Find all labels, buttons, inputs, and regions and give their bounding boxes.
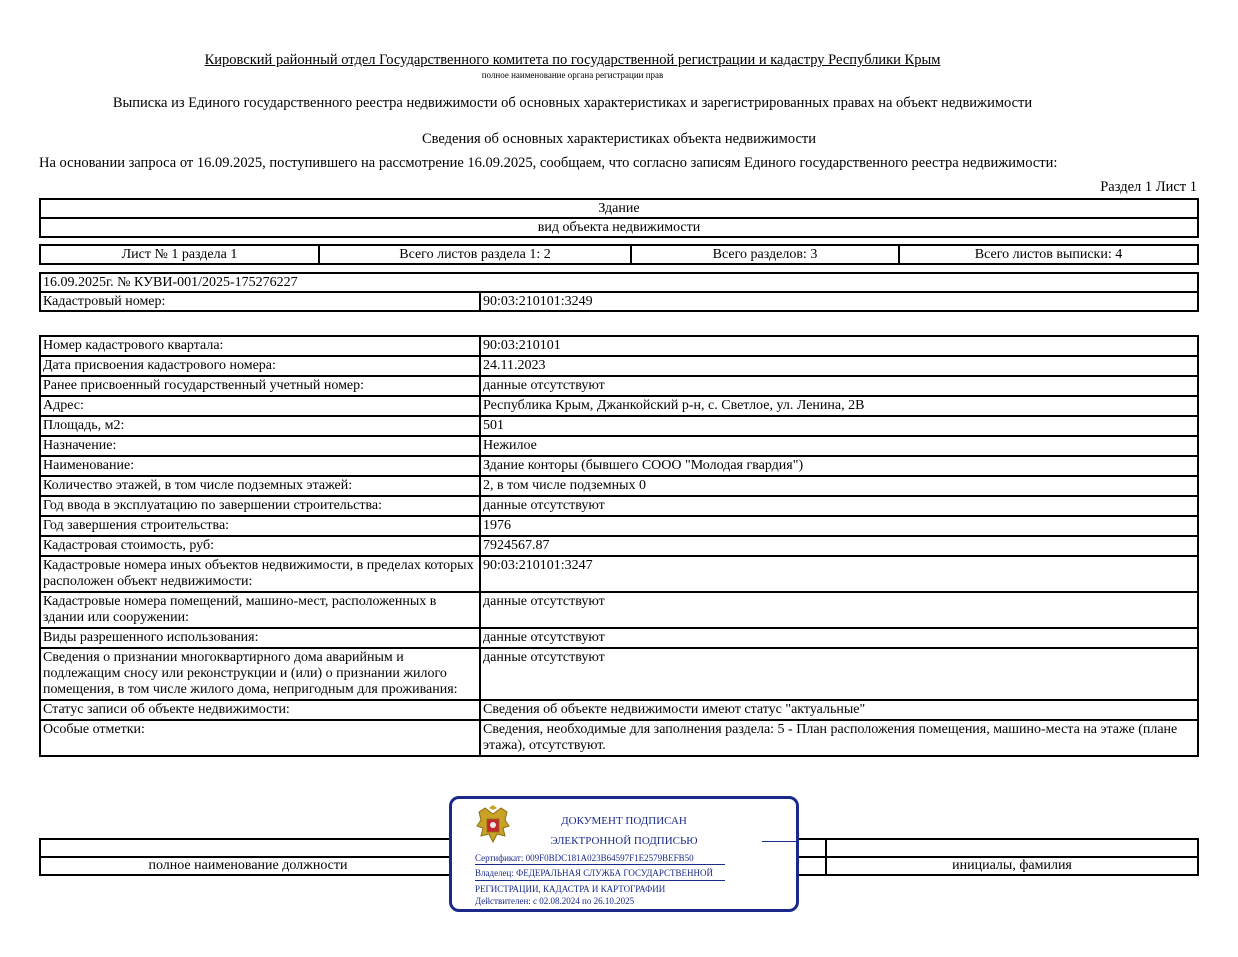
table-row xyxy=(40,536,1198,556)
position-caption: полное наименование должности xyxy=(40,857,456,875)
row-label: Площадь, м2: xyxy=(40,416,480,436)
stamp-title-line2: ЭЛЕКТРОННОЙ ПОДПИСЬЮ xyxy=(550,835,698,847)
table-row xyxy=(40,456,1198,476)
cadastral-number-label: Кадастровый номер: xyxy=(40,292,480,311)
row-value: 2, в том числе подземных 0 xyxy=(480,476,1198,496)
table-row xyxy=(40,436,1198,456)
name-caption: инициалы, фамилия xyxy=(826,857,1198,875)
request-date-number: 16.09.2025г. № КУВИ-001/2025-175276227 xyxy=(40,273,1198,292)
table-row xyxy=(40,592,1198,628)
table-row xyxy=(40,336,1198,356)
total-sections: Всего разделов: 3 xyxy=(631,245,899,264)
table-row xyxy=(40,396,1198,416)
row-label: Ранее присвоенный государственный учетный номер: xyxy=(40,376,480,396)
characteristics-table xyxy=(39,335,1199,757)
table-row xyxy=(40,416,1198,436)
table-row xyxy=(40,356,1198,376)
row-value: 501 xyxy=(480,416,1198,436)
object-type: Здание xyxy=(40,199,1198,218)
position-field xyxy=(40,839,456,857)
table-row xyxy=(40,516,1198,536)
total-section-sheets: Всего листов раздела 1: 2 xyxy=(319,245,631,264)
row-label: Год завершения строительства: xyxy=(40,516,480,536)
organization-caption: полное наименование органа регистрации прав xyxy=(481,70,664,80)
row-value: 1976 xyxy=(480,516,1198,536)
row-label: Статус записи об объекте недвижимости: xyxy=(40,700,480,720)
section-title: Сведения об основных характеристиках объекта недвижимости xyxy=(421,131,817,147)
row-label: Наименование: xyxy=(40,456,480,476)
row-value: 90:03:210101 xyxy=(480,336,1198,356)
row-value: 24.11.2023 xyxy=(480,356,1198,376)
row-label: Особые отметки: xyxy=(40,720,480,756)
row-label: Кадастровая стоимость, руб: xyxy=(40,536,480,556)
row-label: Назначение: xyxy=(40,436,480,456)
object-type-caption: вид объекта недвижимости xyxy=(40,218,1198,237)
stamp-certificate: Сертификат: 009F0BDC181A023B64597F1E2579BEFB50 xyxy=(475,853,694,863)
row-label: Кадастровые номера помещений, машино-мест, расположенных в здании или сооружении: xyxy=(40,592,480,628)
table-row xyxy=(40,556,1198,592)
table-row xyxy=(40,648,1198,700)
sheet-number: Лист № 1 раздела 1 xyxy=(40,245,319,264)
row-value: Здание конторы (бывшего СООО "Молодая гвардия") xyxy=(480,456,1198,476)
row-label: Кадастровые номера иных объектов недвижимости, в пределах которых расположен объект недвижимости: xyxy=(40,556,480,592)
row-label: Сведения о признании многоквартирного дома аварийным и подлежащим сносу или реконструкции и (или) о признании жилого помещения, в том числе жилого дома, непригодным для проживания: xyxy=(40,648,480,700)
row-value: 90:03:210101:3247 xyxy=(480,556,1198,592)
basis-text: На основании запроса от 16.09.2025, поступившего на рассмотрение 16.09.2025, сообщаем, что согласно записям Единого государственного реестра недвижимости: xyxy=(39,155,1058,171)
table-row xyxy=(40,700,1198,720)
stamp-line xyxy=(475,864,725,865)
row-value: данные отсутствуют xyxy=(480,592,1198,628)
row-label: Год ввода в эксплуатацию по завершении строительства: xyxy=(40,496,480,516)
cadastral-number-value: 90:03:210101:3249 xyxy=(480,292,1198,311)
stamp-title-line1: ДОКУМЕНТ ПОДПИСАН xyxy=(561,815,687,827)
organization-name: Кировский районный отдел Государственного комитета по государственной регистрации и кадастру Республики Крым xyxy=(204,52,941,68)
row-value: данные отсутствуют xyxy=(480,496,1198,516)
table-row xyxy=(40,496,1198,516)
row-value: 7924567.87 xyxy=(480,536,1198,556)
row-value: данные отсутствуют xyxy=(480,376,1198,396)
stamp-owner-line1: Владелец: ФЕДЕРАЛЬНАЯ СЛУЖБА ГОСУДАРСТВЕННОЙ xyxy=(475,868,714,878)
document-title: Выписка из Единого государственного реестра недвижимости об основных характеристиках и зарегистрированных правах на объект недвижимости xyxy=(112,95,1033,111)
row-value: данные отсутствуют xyxy=(480,648,1198,700)
stamp-validity: Действителен: с 02.08.2024 по 26.10.2025 xyxy=(475,896,635,906)
row-value: Нежилое xyxy=(480,436,1198,456)
electronic-signature-stamp xyxy=(449,796,799,912)
row-label: Номер кадастрового квартала: xyxy=(40,336,480,356)
registration-table xyxy=(39,272,1199,312)
sheet-info-table xyxy=(39,244,1199,265)
name-field xyxy=(826,839,1198,857)
object-type-table xyxy=(39,198,1199,238)
row-label: Дата присвоения кадастрового номера: xyxy=(40,356,480,376)
table-row xyxy=(40,628,1198,648)
row-value: Сведения, необходимые для заполнения раздела: 5 - План расположения помещения, машино-места на этаже (плане этажа), отсутствуют. xyxy=(480,720,1198,756)
table-row xyxy=(40,376,1198,396)
row-value: данные отсутствуют xyxy=(480,628,1198,648)
total-extract-sheets: Всего листов выписки: 4 xyxy=(899,245,1198,264)
row-label: Адрес: xyxy=(40,396,480,416)
row-value: Сведения об объекте недвижимости имеют статус "актуальные" xyxy=(480,700,1198,720)
row-label: Количество этажей, в том числе подземных этажей: xyxy=(40,476,480,496)
stamp-line xyxy=(762,841,796,842)
table-row xyxy=(40,476,1198,496)
row-label: Виды разрешенного использования: xyxy=(40,628,480,648)
stamp-line xyxy=(475,880,725,881)
row-value: Республика Крым, Джанкойский р-н, с. Светлое, ул. Ленина, 2В xyxy=(480,396,1198,416)
stamp-owner-line2: РЕГИСТРАЦИИ, КАДАСТРА И КАРТОГРАФИИ xyxy=(475,884,666,894)
page-reference: Раздел 1 Лист 1 xyxy=(1100,179,1197,195)
table-row xyxy=(40,720,1198,756)
